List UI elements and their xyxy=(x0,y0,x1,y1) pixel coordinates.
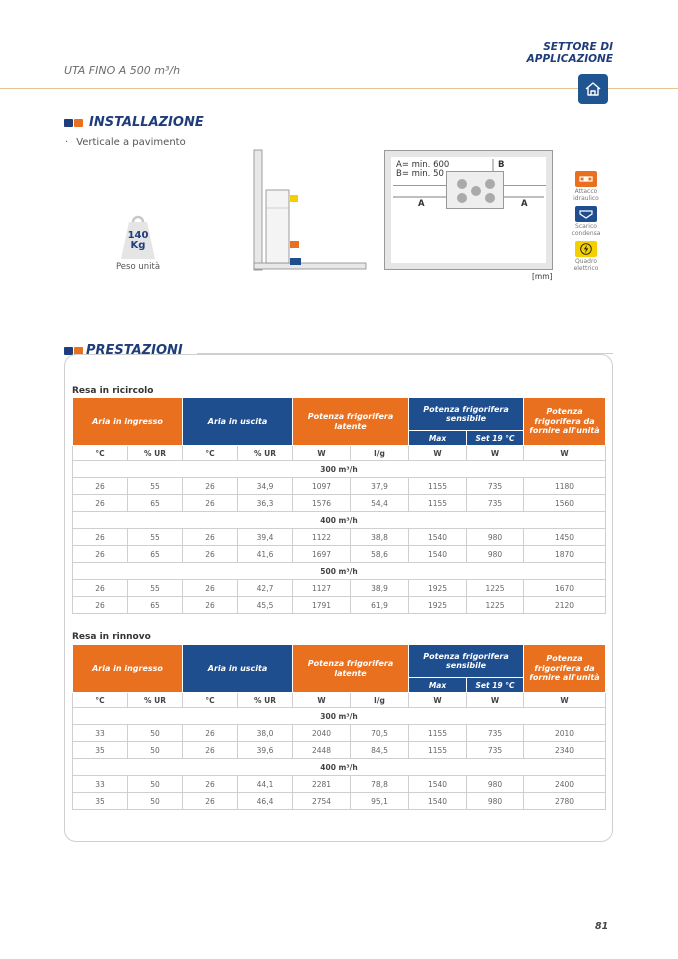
table-cell: 2780 xyxy=(524,793,606,810)
table-cell: 36,3 xyxy=(238,495,293,512)
home-button[interactable] xyxy=(578,74,608,104)
weight-label: Peso unità xyxy=(115,262,161,272)
table-cell: 2400 xyxy=(524,776,606,793)
drain-icon xyxy=(575,206,597,222)
table-cell: 2010 xyxy=(524,725,606,742)
table-cell: 1540 xyxy=(409,776,467,793)
weight-unit: Kg xyxy=(130,240,146,251)
unit-cell: °C xyxy=(183,446,238,461)
unit-cell: l/g xyxy=(351,693,409,708)
table-cell: 61,9 xyxy=(351,597,409,614)
table-row xyxy=(73,580,606,597)
table-cell: 84,5 xyxy=(351,742,409,759)
flow-group-row xyxy=(73,708,606,725)
flow-group-label: 300 m³/h xyxy=(73,461,606,478)
col-max: Max xyxy=(409,678,467,693)
flow-group-label: 500 m³/h xyxy=(73,563,606,580)
table-cell: 26 xyxy=(183,725,238,742)
flow-group-row xyxy=(73,512,606,529)
lightning-icon xyxy=(575,241,597,257)
table-cell: 42,7 xyxy=(238,580,293,597)
table-cell: 26 xyxy=(183,546,238,563)
table-cell: 1155 xyxy=(409,725,467,742)
unit-cell: % UR xyxy=(128,693,183,708)
table-row xyxy=(73,776,606,793)
table-row xyxy=(73,478,606,495)
table-cell: 78,8 xyxy=(351,776,409,793)
prestazioni-title: PRESTAZIONI xyxy=(86,343,183,358)
table-cell: 980 xyxy=(467,529,524,546)
table-cell: 1540 xyxy=(409,529,467,546)
legend-item xyxy=(566,206,606,237)
ricircolo-label: Resa in ricircolo xyxy=(72,386,154,396)
table-cell: 35 xyxy=(73,742,128,759)
table-cell: 1870 xyxy=(524,546,606,563)
table-cell: 2040 xyxy=(293,725,351,742)
legend-label: Quadro elettrico xyxy=(573,258,599,272)
table-cell: 1097 xyxy=(293,478,351,495)
table-cell: 1155 xyxy=(409,742,467,759)
col-aria-ingresso: Aria in ingresso xyxy=(73,645,183,693)
flow-group-row xyxy=(73,461,606,478)
col-max: Max xyxy=(409,431,467,446)
sector-title-line1: SETTORE DI xyxy=(543,41,613,53)
sector-title-line2: APPLICAZIONE xyxy=(526,53,613,65)
table-cell: 1576 xyxy=(293,495,351,512)
table-cell: 1791 xyxy=(293,597,351,614)
table-row xyxy=(73,546,606,563)
table-cell: 1925 xyxy=(409,580,467,597)
dimension-b: B= min. 50 xyxy=(396,169,444,179)
ricircolo-table xyxy=(72,397,606,614)
table-row xyxy=(73,529,606,546)
legend-label: Attacco idraulico xyxy=(573,188,599,202)
table-cell: 55 xyxy=(128,478,183,495)
unit-cell: W xyxy=(467,446,524,461)
table-cell: 1450 xyxy=(524,529,606,546)
table-row xyxy=(73,793,606,810)
table-cell: 44,1 xyxy=(238,776,293,793)
unit-cell: °C xyxy=(73,693,128,708)
flow-group-row xyxy=(73,563,606,580)
table-cell: 1540 xyxy=(409,546,467,563)
table-cell: 95,1 xyxy=(351,793,409,810)
installation-type: Verticale a pavimento xyxy=(76,137,186,148)
table-cell: 1925 xyxy=(409,597,467,614)
table-cell: 26 xyxy=(183,478,238,495)
table-cell: 735 xyxy=(467,495,524,512)
table-cell: 35 xyxy=(73,793,128,810)
table-cell: 1225 xyxy=(467,597,524,614)
table-cell: 33 xyxy=(73,776,128,793)
legend-label: Scarico condensa xyxy=(571,223,601,237)
page-number: 81 xyxy=(595,921,609,932)
table-row xyxy=(73,495,606,512)
table-cell: 26 xyxy=(73,580,128,597)
table-cell: 65 xyxy=(128,546,183,563)
table-cell: 37,9 xyxy=(351,478,409,495)
flow-group-label: 300 m³/h xyxy=(73,708,606,725)
table-cell: 26 xyxy=(73,495,128,512)
table-cell: 1540 xyxy=(409,793,467,810)
unit-cell: % UR xyxy=(238,446,293,461)
col-potenza-sensibile: Potenza frigorifera sensibile xyxy=(409,645,524,678)
table-row xyxy=(73,742,606,759)
table-cell: 55 xyxy=(128,529,183,546)
unit-cell: °C xyxy=(73,446,128,461)
col-set: Set 19 °C xyxy=(467,431,524,446)
table-cell: 45,5 xyxy=(238,597,293,614)
table-cell: 26 xyxy=(73,546,128,563)
rinnovo-table xyxy=(72,644,606,810)
table-cell: 33 xyxy=(73,725,128,742)
table-cell: 1122 xyxy=(293,529,351,546)
col-potenza-latente: Potenza frigorifera latente xyxy=(293,398,409,446)
legend-item xyxy=(566,241,606,272)
table-row xyxy=(73,597,606,614)
col-potenza-latente: Potenza frigorifera latente xyxy=(293,645,409,693)
table-cell: 50 xyxy=(128,725,183,742)
table-cell: 1697 xyxy=(293,546,351,563)
table-cell: 1225 xyxy=(467,580,524,597)
table-cell: 1127 xyxy=(293,580,351,597)
unit-cell: % UR xyxy=(128,446,183,461)
side-view-diagram xyxy=(250,148,370,273)
installazione-title: INSTALLAZIONE xyxy=(89,115,204,130)
unit-cell: W xyxy=(524,693,606,708)
table-cell: 735 xyxy=(467,478,524,495)
unit-cell: W xyxy=(409,446,467,461)
table-cell: 735 xyxy=(467,742,524,759)
table-cell: 735 xyxy=(467,725,524,742)
flow-group-label: 400 m³/h xyxy=(73,512,606,529)
dimension-a: A= min. 600 xyxy=(396,160,450,170)
flow-group-label: 400 m³/h xyxy=(73,759,606,776)
table-cell: 2340 xyxy=(524,742,606,759)
table-cell: 46,4 xyxy=(238,793,293,810)
table-cell: 2448 xyxy=(293,742,351,759)
table-cell: 2754 xyxy=(293,793,351,810)
table-cell: 26 xyxy=(183,529,238,546)
table-cell: 1155 xyxy=(409,495,467,512)
table-cell: 65 xyxy=(128,597,183,614)
header-divider xyxy=(0,88,678,89)
table-cell: 50 xyxy=(128,793,183,810)
flow-group-row xyxy=(73,759,606,776)
unit-mm: [mm] xyxy=(532,272,553,281)
table-cell: 980 xyxy=(467,546,524,563)
table-row xyxy=(73,725,606,742)
table-cell: 26 xyxy=(183,793,238,810)
unit-cell: W xyxy=(467,693,524,708)
table-cell: 38,0 xyxy=(238,725,293,742)
unit-cell: % UR xyxy=(238,693,293,708)
section-marker xyxy=(64,119,84,127)
units-row xyxy=(73,693,606,708)
table-cell: 26 xyxy=(73,478,128,495)
table-cell: 980 xyxy=(467,793,524,810)
table-cell: 980 xyxy=(467,776,524,793)
table-cell: 38,8 xyxy=(351,529,409,546)
table-cell: 26 xyxy=(73,597,128,614)
unit-cell: W xyxy=(524,446,606,461)
col-set: Set 19 °C xyxy=(467,678,524,693)
table-cell: 2281 xyxy=(293,776,351,793)
table-cell: 41,6 xyxy=(238,546,293,563)
table-cell: 1670 xyxy=(524,580,606,597)
table-cell: 26 xyxy=(183,580,238,597)
table-cell: 55 xyxy=(128,580,183,597)
col-potenza-fornire: Potenza frigorifera da fornire all'unità xyxy=(524,645,606,693)
col-potenza-fornire: Potenza frigorifera da fornire all'unità xyxy=(524,398,606,446)
col-potenza-sensibile: Potenza frigorifera sensibile xyxy=(409,398,524,431)
pipe-icon xyxy=(575,171,597,187)
table-cell: 1155 xyxy=(409,478,467,495)
sector-title xyxy=(527,41,613,65)
weight-icon xyxy=(117,212,159,262)
table-cell: 26 xyxy=(183,742,238,759)
table-cell: 58,6 xyxy=(351,546,409,563)
top-view-diagram xyxy=(384,150,553,270)
col-aria-uscita: Aria in uscita xyxy=(183,398,293,446)
table-cell: 26 xyxy=(183,495,238,512)
home-icon xyxy=(584,81,602,97)
weight-value: 140 xyxy=(127,230,149,241)
table-cell: 50 xyxy=(128,742,183,759)
rinnovo-label: Resa in rinnovo xyxy=(72,632,151,642)
table-cell: 2120 xyxy=(524,597,606,614)
table-cell: 38,9 xyxy=(351,580,409,597)
units-row xyxy=(73,446,606,461)
table-cell: 65 xyxy=(128,495,183,512)
table-cell: 26 xyxy=(183,597,238,614)
table-cell: 39,6 xyxy=(238,742,293,759)
unit-cell: W xyxy=(409,693,467,708)
table-cell: 26 xyxy=(73,529,128,546)
label-b: B xyxy=(498,160,505,170)
legend-item xyxy=(566,171,606,202)
table-cell: 1560 xyxy=(524,495,606,512)
unit-cell: l/g xyxy=(351,446,409,461)
table-cell: 70,5 xyxy=(351,725,409,742)
col-aria-ingresso: Aria in ingresso xyxy=(73,398,183,446)
table-cell: 1180 xyxy=(524,478,606,495)
table-cell: 50 xyxy=(128,776,183,793)
label-a-right: A xyxy=(521,199,528,209)
table-cell: 54,4 xyxy=(351,495,409,512)
unit-cell: W xyxy=(293,446,351,461)
table-cell: 26 xyxy=(183,776,238,793)
page-header-title: UTA FINO A 500 m³/h xyxy=(64,64,181,77)
unit-cell: °C xyxy=(183,693,238,708)
label-a-left: A xyxy=(418,199,425,209)
installation-bullet: · Verticale a pavimento xyxy=(65,137,186,148)
unit-cell: W xyxy=(293,693,351,708)
col-aria-uscita: Aria in uscita xyxy=(183,645,293,693)
table-cell: 34,9 xyxy=(238,478,293,495)
table-cell: 39,4 xyxy=(238,529,293,546)
